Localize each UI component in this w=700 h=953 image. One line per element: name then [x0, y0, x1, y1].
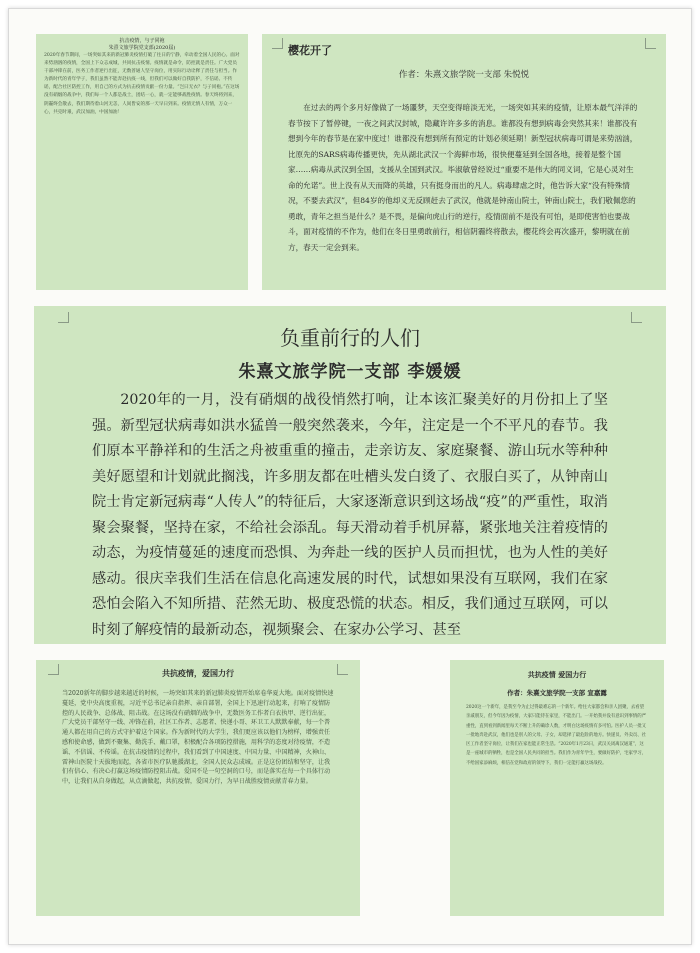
margin-corner-mark	[272, 38, 283, 49]
essay-3-body: 2020年的一月，没有硝烟的战役悄然打响，让本该汇聚美好的月份扣上了坚强。新型冠状病毒如洪水猛兽一般突然袭来，今年，注定是一个不平凡的春节。我们原本平静祥和的生活之舟被重重的撞击，走亲访友、家庭聚餐、游山玩水等种种美好愿望和计划就此搁浅，许多朋友都在吐槽头发白烫了、衣服白买了，从钟南山院士肯定新冠病毒“人传人”的特征后，大家逐渐意识到这场战“疫”的严重性，取消聚会聚餐，坚持在家，不给社会添乱。每天滑动着手机屏幕，紧张地关注着疫情的动态，为疫情蔓延的速度而恐惧、为奔赴一线的医护人员而担忧，也为人性的美好感动。很庆幸我们生活在信息化高速发展的时代，试想如果没有互联网，我们在家恐怕会陷入不知所措、茫然无助、极度恐慌的状态。相反，我们通过互联网，可以时刻了解疫情的最新动态，视频聚会、在家办公学习、甚至	[92, 392, 608, 638]
essay-3-author: 朱熹文旅学院一支部 李媛媛	[238, 362, 462, 382]
essay-panel-2	[262, 34, 666, 290]
margin-corner-mark	[337, 664, 348, 675]
essay-panel-4	[36, 660, 360, 916]
essay-2-body: 在过去的两个多月好像做了一场噩梦，天空变得暗淡无光，一场突如其来的疫情，让原本最气洋洋的春节按下了暂停键，一夜之间武汉封城，隐藏许许多多的消息。谁都没有想到病毒会突然其来！谁都没有想到今年的春节是在家中度过！谁都没有想到所有预定的计划必须延期！新型冠状病毒可谓是来势汹汹，比原先的SARS病毒传播更快，先从湖北武汉一个海鲜市场，很快便蔓延到全国各地，接着是整个国家……病毒从武汉到全国，支援从全国到武汉。毕淑敏曾经说过“重要不是伟大的同义词，它是心灵对生命的允诺”。世上没有从天而降的英雄，只有挺身而出的凡人。病毒肆虐之时，他告诉大家“没有特殊情况，不要去武汉”，但84岁的他却义无反顾赶去了武汉，他就是钟南山院士，钟南山院士，我们敬佩您的勇敢，青年之担当是什么？是不畏，是偏向虎山行的逆行，疫情面前不是没有可怕，是即使害怕也要战斗，面对疫情的不作为，他们在冬日里勇敢前行，相信阴霾终将散去，樱花终会再次盛开，黎明就在前方，春天一定会到来。	[288, 103, 638, 252]
essay-4-body: 当2020新年的脚步越来越近的时候，一场突如其来的新冠肺炎疫情开始席卷华夏大地。面对疫情快速蔓延，党中央高度重视，习近平总书记亲自指挥、亲自部署，全国上下迅速行动起来，打响了疫情防控的人民战争、总体战、阻击战。在这场没有硝烟的战争中，无数医务工作者白衣执甲、逆行出征，广大党员干部坚守一线、冲锋在前，社区工作者、志愿者、快递小哥、环卫工人默默奉献，每一个普通人都在用自己的方式守护着这个国家。作为新时代的大学生，我们更应该以他们为榜样，增强责任感和使命感，做到不聚集、勤洗手、戴口罩，积极配合各项防控措施，用科学的态度对待疫情，不造谣、不信谣、不传谣。在抗击疫情的过程中，我们看到了中国速度、中国力量、中国精神，火神山、雷神山医院十天拔地而起，各省市医疗队驰援湖北，全国人民众志成城。正是这份团结和坚守，让我们有信心、有决心打赢这场疫情防控阻击战。爱国不是一句空洞的口号，而是落实在每一个具体行动中，让我们从自身做起，从点滴做起，共抗疫情，爱国力行，为早日战胜疫情贡献青春力量。	[62, 690, 334, 786]
essay-2-title: 樱花开了	[288, 44, 332, 57]
margin-corner-mark	[631, 312, 642, 323]
margin-corner-mark	[48, 664, 59, 675]
essay-1-body: 2020年春节期间，一场突如其来的新冠肺炎疫情打破了往日的宁静，牵动着全国人民的心。面对来势汹汹的疫情，全国上下众志成城，共同抗击疫情。疫情就是命令，防控就是责任。广大党员干部冲锋在前，医务工作者逆行出征，无数普通人坚守岗位，用实际行动诠释了责任与担当。作为新时代的青年学子，我们虽然不能奔赴抗疫一线，但我们可以做好自我防护，不信谣、不传谣，配合社区防控工作，用自己的方式为抗击疫情贡献一份力量。“岂曰无衣？与子同袍。”在这场没有硝烟的战争中，我们每一个人都是战士，团结一心，就一定能够战胜疫情。春天终将到来，阴霾终会散去，我们期待着山河无恙，人间皆安的那一天早日到来。疫情无情人有情，万众一心，共克时艰，武汉加油，中国加油！	[44, 53, 240, 115]
essay-1-subtitle: 朱熹文旅学院党支部(2020届)	[108, 45, 176, 51]
essay-4-title: 共抗疫情，爱国力行	[162, 668, 234, 678]
essay-5-title: 共抗疫情 爱国力行	[527, 670, 587, 679]
essay-panel-1	[36, 34, 248, 290]
essay-panel-5	[450, 660, 664, 916]
margin-corner-mark	[58, 312, 69, 323]
essay-3-title: 负重前行的人们	[280, 326, 420, 350]
essay-1-title: 抗击疫情，与子同袍	[119, 38, 165, 44]
essay-2-author: 作者：朱熹文旅学院一支部 朱悦悦	[398, 70, 530, 80]
essay-5-author: 作者：朱熹文旅学院一支部 宣嘉露	[507, 689, 607, 697]
margin-corner-mark	[645, 38, 656, 49]
essay-panel-3	[34, 306, 666, 644]
essay-5-body: 2020这一个新年，是我至今为止过得最难忘的一个新年。给往大家都会和亲人团聚，去看望亲戚朋友，但今年因为疫情，大家只能待在家里，不能出门。一开始我并没有意识到事情的严重性，直到看到新闻里每天不断上升的确诊人数，才明白这场疫情有多可怕。医护人员一批又一批地奔赴武汉，他们也是别人的父母、子女，却选择了最危险的地方。快递员、外卖员、社区工作者坚守岗位，让我们在家也能正常生活。“2020年1月23日，武汉关闭离汉通道”，这是一座城市的牺牲，也是全国人民共同的担当。我们作为青年学生，要做好防护，宅家学习，不给国家添麻烦，相信在党和政府的领导下，我们一定能打赢这场战役。	[466, 705, 647, 766]
